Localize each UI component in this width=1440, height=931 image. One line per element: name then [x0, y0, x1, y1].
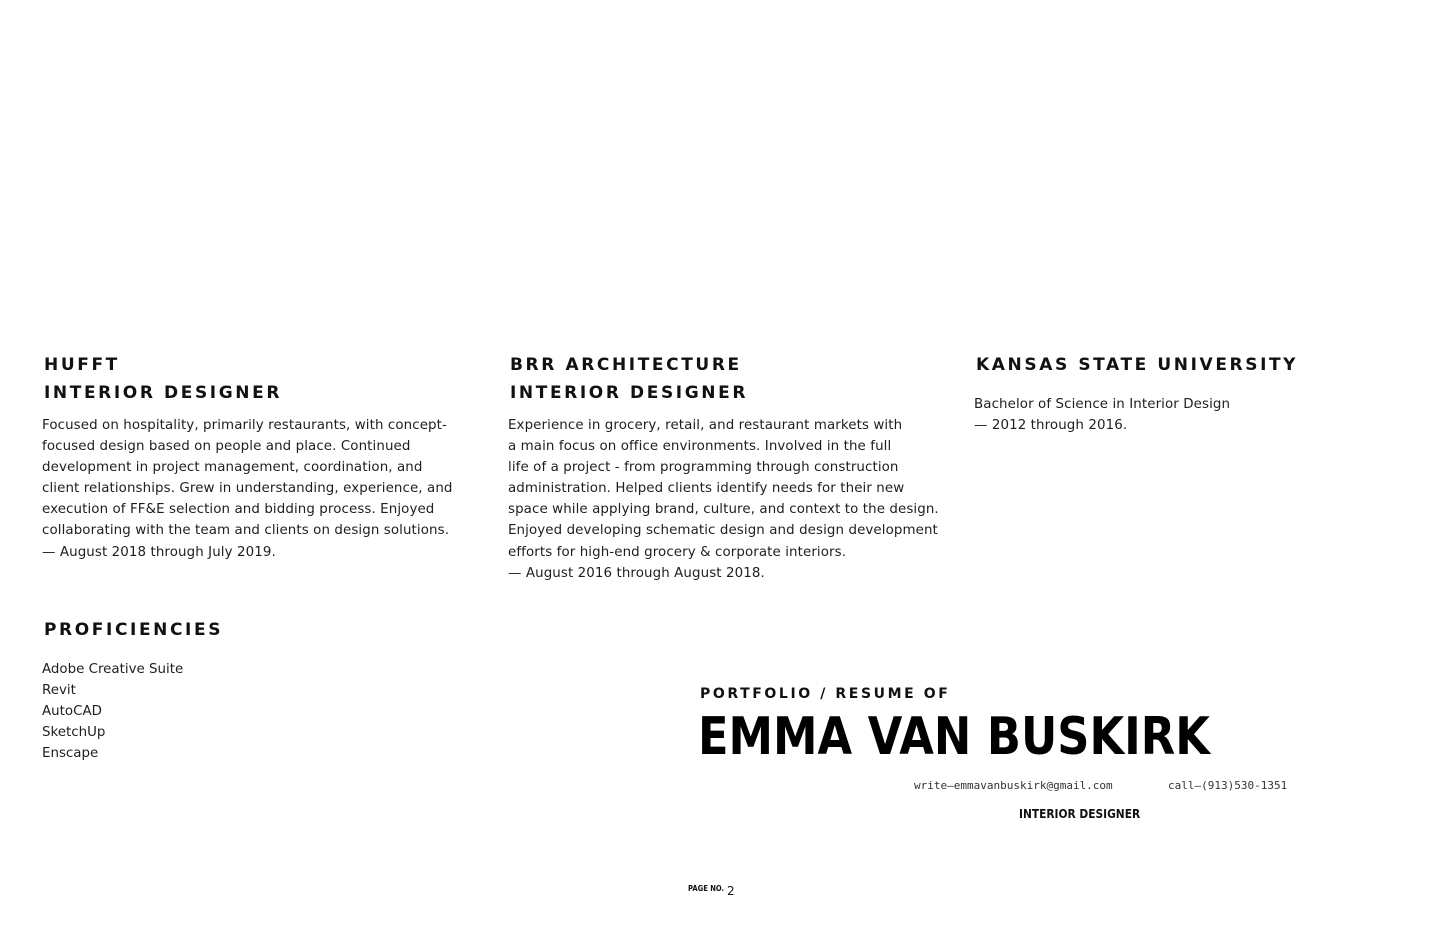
brr-role-heading: INTERIOR DESIGNER — [510, 383, 749, 403]
proficiencies-heading: PROFICIENCIES — [44, 620, 224, 640]
education-school-heading: KANSAS STATE UNIVERSITY — [976, 355, 1299, 375]
person-name-title: EMMA VAN BUSKIRK — [698, 707, 1210, 767]
proficiency-item: Enscape — [42, 746, 99, 762]
page-number-label: PAGE NO. — [688, 884, 725, 893]
hufft-role-heading: INTERIOR DESIGNER — [44, 383, 283, 403]
phone-contact[interactable]: call—(913)530-1351 — [1168, 779, 1288, 792]
page-number: 2 — [727, 884, 735, 898]
proficiency-item: Revit — [42, 683, 76, 699]
brr-company-heading: BRR ARCHITECTURE — [510, 355, 742, 375]
proficiencies-list — [42, 659, 183, 764]
proficiency-item: Adobe Creative Suite — [42, 662, 184, 677]
proficiency-item: AutoCAD — [42, 704, 102, 720]
role-tag: INTERIOR DESIGNER — [1019, 806, 1141, 821]
education-description: Bachelor of Science in Interior Design — 2012 through 2016. — [974, 397, 1231, 434]
portfolio-subtitle: PORTFOLIO / RESUME OF — [700, 686, 951, 702]
hufft-description: Focused on hospitality, primarily restaurants, with concept- focused design based on people and place. Continued development in project management, coordination, and client relationships. Grew in understanding, experience, and execution of FF&E selection and bidding process. Enjoyed collaborating with the team and clients on design solutions. — August 2018 through July 2019. — [42, 418, 453, 560]
proficiency-item: SketchUp — [42, 725, 106, 741]
hufft-company-heading: HUFFT — [44, 355, 120, 375]
brr-description: Experience in grocery, retail, and restaurant markets with a main focus on office environments. Involved in the full life of a project - from programming through construction administration. Helped clients identify needs for their new space while applying brand, culture, and context to the design. Enjoyed developing schematic design and design development efforts for high-end grocery & corporate interiors. — August 2016 through August 2018. — [508, 418, 939, 581]
email-contact[interactable]: write—emmavanbuskirk@gmail.com — [914, 779, 1113, 792]
